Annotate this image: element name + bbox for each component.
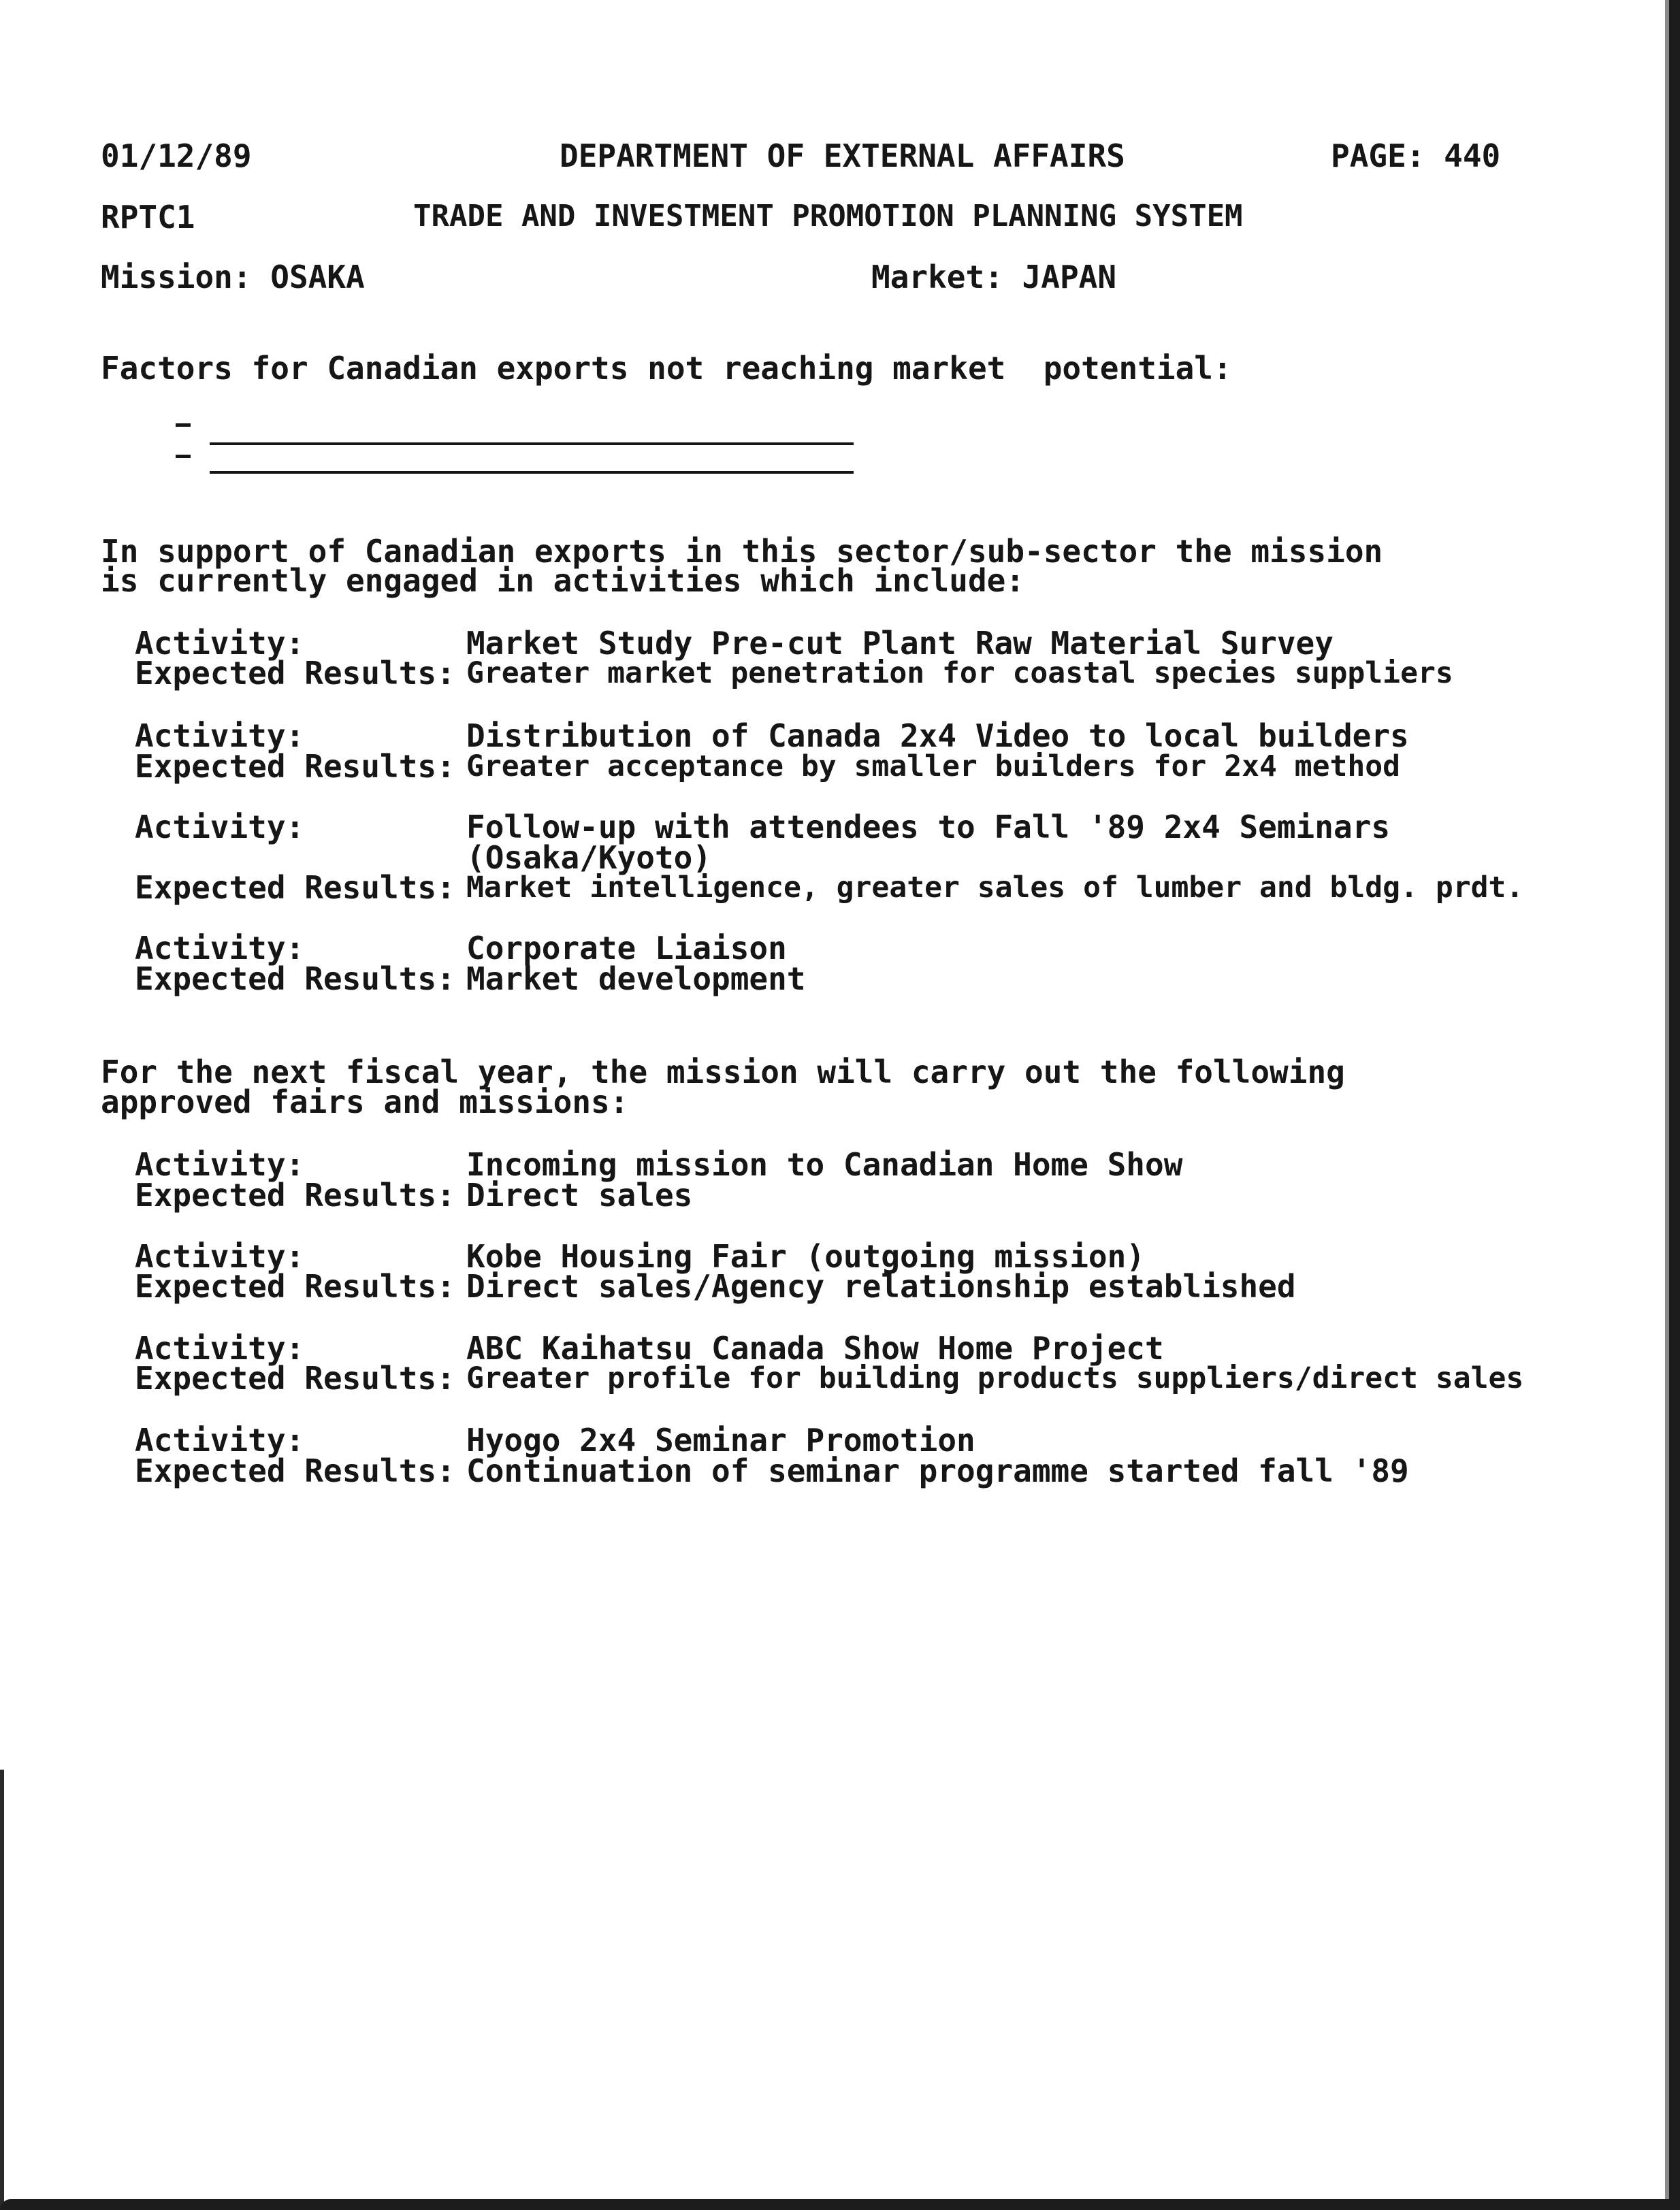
results-value: Direct sales/Agency relationship established (466, 1268, 1296, 1305)
results-value: Greater market penetration for coastal species suppliers (466, 656, 1453, 690)
activity-label: Activity: (135, 625, 305, 662)
activity-value: Hyogo 2x4 Seminar Promotion (466, 1422, 975, 1459)
report-code: RPTC1 (101, 199, 195, 235)
activity-value: Kobe Housing Fair (outgoing mission) (466, 1238, 1145, 1275)
page-edge-right (1669, 0, 1680, 2210)
results-value: Continuation of seminar programme started fall '89 (466, 1452, 1409, 1489)
activity-label: Activity: (135, 717, 305, 754)
activity-value: Follow-up with attendees to Fall '89 2x4 Seminars (466, 809, 1391, 845)
activity-value: Corporate Liaison (466, 930, 787, 966)
activity-value-continued: (Osaka/Kyoto) (466, 839, 712, 876)
mission-field: Mission: OSAKA (101, 259, 365, 295)
activity-label: Activity: (135, 1422, 305, 1459)
activity-value: ABC Kaihatsu Canada Show Home Project (466, 1330, 1164, 1367)
activity-value: Incoming mission to Canadian Home Show (466, 1146, 1183, 1183)
results-value: Direct sales (466, 1177, 693, 1214)
results-label: Expected Results: (135, 1452, 455, 1489)
page-edge-bottom (0, 2199, 1680, 2210)
activity-label: Activity: (135, 1330, 305, 1367)
results-label: Expected Results: (135, 1177, 455, 1214)
next-year-intro-2: approved fairs and missions: (101, 1084, 629, 1120)
system-title: TRADE AND INVESTMENT PROMOTION PLANNING SYSTEM (413, 199, 1243, 233)
factor-bullet-2 (176, 455, 191, 458)
results-value: Market intelligence, greater sales of lumber and bldg. prdt. (466, 871, 1524, 905)
activity-label: Activity: (135, 809, 305, 845)
market-field: Market: JAPAN (871, 259, 1117, 295)
factor-blank-line-2 (210, 471, 854, 474)
page-number: PAGE: 440 (1331, 137, 1501, 174)
results-value: Greater profile for building products suppliers/direct sales (466, 1361, 1524, 1395)
activity-label: Activity: (135, 1146, 305, 1183)
factor-blank-line-1 (210, 442, 854, 445)
activity-value: Distribution of Canada 2x4 Video to local builders (466, 717, 1409, 754)
department-title: DEPARTMENT OF EXTERNAL AFFAIRS (560, 137, 1125, 174)
results-label: Expected Results: (135, 1268, 455, 1305)
activity-label: Activity: (135, 1238, 305, 1275)
results-label: Expected Results: (135, 655, 455, 692)
results-value: Market development (466, 960, 806, 997)
results-label: Expected Results: (135, 960, 455, 997)
page-edge-left (0, 1770, 4, 2210)
report-date: 01/12/89 (101, 137, 252, 174)
factor-bullet-1 (176, 423, 191, 427)
activity-label: Activity: (135, 930, 305, 966)
current-activities-intro-1: In support of Canadian exports in this sector/sub-sector the mission (101, 533, 1383, 570)
next-year-intro-1: For the next fiscal year, the mission will carry out the following (101, 1054, 1345, 1090)
results-label: Expected Results: (135, 1360, 455, 1397)
current-activities-intro-2: is currently engaged in activities which include: (101, 562, 1025, 599)
results-label: Expected Results: (135, 748, 455, 785)
results-value: Greater acceptance by smaller builders for 2x4 method (466, 749, 1401, 783)
results-label: Expected Results: (135, 869, 455, 906)
activity-value: Market Study Pre-cut Plant Raw Material Survey (466, 625, 1334, 662)
factors-heading: Factors for Canadian exports not reaching market potential: (101, 350, 1232, 387)
